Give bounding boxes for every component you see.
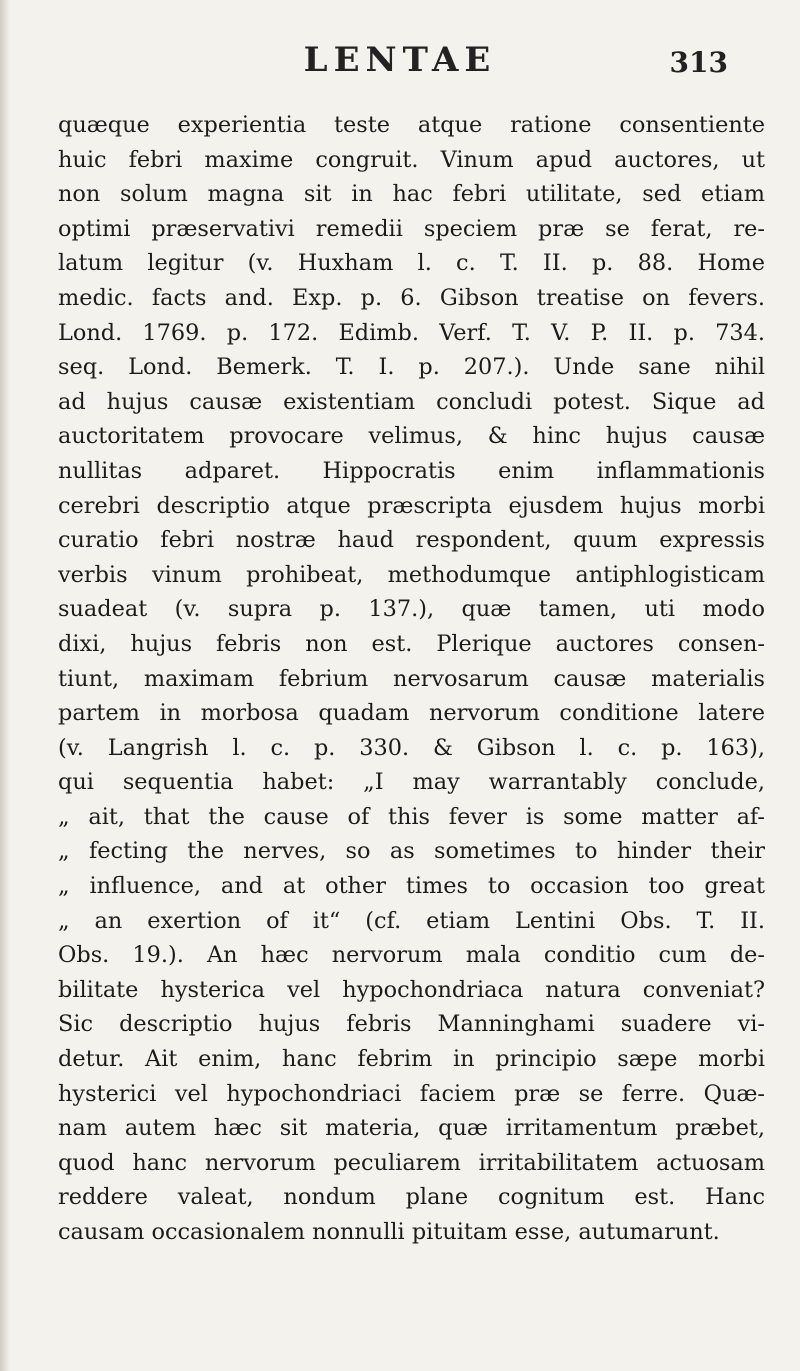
text-line: bilitate hysterica vel hypochondriaca natura conveniat?: [58, 976, 765, 1003]
text-line: huic febri maxime congruit. Vinum apud auctores, ut: [58, 146, 765, 173]
text-line: tiunt, maximam febrium nervosarum causæ materialis: [58, 665, 765, 692]
running-title: LENTAE: [303, 40, 497, 80]
text-line: (v. Langrish l. c. p. 330. & Gibson l. c. p. 163),: [58, 734, 765, 761]
text-line: seq. Lond. Bemerk. T. I. p. 207.). Unde sane nihil: [58, 354, 765, 381]
text-line: detur. Ait enim, hanc febrim in principio sæpe morbi: [58, 1046, 765, 1073]
text-line: ad hujus causæ existentiam concludi potest. Sique ad: [58, 388, 765, 415]
text-line: Sic descriptio hujus febris Manninghami suadere vi-: [58, 1011, 765, 1038]
text-line: reddere valeat, nondum plane cognitum est. Hanc: [58, 1184, 765, 1211]
text-line: latum legitur (v. Huxham l. c. T. II. p. 88. Home: [58, 250, 765, 277]
text-line: nullitas adparet. Hippocratis enim inflammationis: [58, 457, 765, 484]
text-line: qui sequentia habet: „I may warrantably conclude,: [58, 769, 765, 796]
text-line: „ fecting the nerves, so as sometimes to hinder their: [58, 838, 765, 865]
text-line: „ influence, and at other times to occasion too great: [58, 873, 765, 900]
text-line: medic. facts and. Exp. p. 6. Gibson treatise on fevers.: [58, 284, 765, 311]
page-gutter-shadow: [0, 0, 10, 1371]
text-line: auctoritatem provocare velimus, & hinc hujus causæ: [58, 423, 765, 450]
text-line: curatio febri nostræ haud respondent, quum expressis: [58, 527, 765, 554]
page-number: 313: [669, 46, 728, 79]
text-line: quæque experientia teste atque ratione consentiente: [58, 112, 765, 138]
text-line: suadeat (v. supra p. 137.), quæ tamen, uti modo: [58, 596, 765, 623]
text-line: verbis vinum prohibeat, methodumque antiphlogisticam: [58, 561, 765, 588]
text-line: quod hanc nervorum peculiarem irritabilitatem actuosam: [58, 1149, 765, 1176]
text-line: partem in morbosa quadam nervorum conditione latere: [58, 700, 765, 727]
text-line: optimi præservativi remedii speciem præ se ferat, re-: [58, 215, 765, 242]
page-header: [0, 40, 800, 90]
text-line: non solum magna sit in hac febri utilitate, sed etiam: [58, 181, 765, 208]
text-line: hysterici vel hypochondriaci faciem præ se ferre. Quæ-: [58, 1080, 765, 1107]
text-line: „ ait, that the cause of this fever is some matter af-: [58, 803, 765, 830]
text-line: dixi, hujus febris non est. Plerique auctores consen-: [58, 630, 765, 657]
text-line: nam autem hæc sit materia, quæ irritamentum præbet,: [58, 1115, 765, 1142]
text-line: Obs. 19.). An hæc nervorum mala conditio cum de-: [58, 942, 765, 969]
text-line: causam occasionalem nonnulli pituitam esse, autumarunt.: [58, 1219, 720, 1245]
text-line: „ an exertion of it“ (cf. etiam Lentini Obs. T. II.: [58, 907, 765, 934]
text-line: Lond. 1769. p. 172. Edimb. Verf. T. V. P. II. p. 734.: [58, 319, 765, 346]
body-text: [58, 108, 765, 1250]
text-line: cerebri descriptio atque præscripta ejusdem hujus morbi: [58, 492, 765, 519]
